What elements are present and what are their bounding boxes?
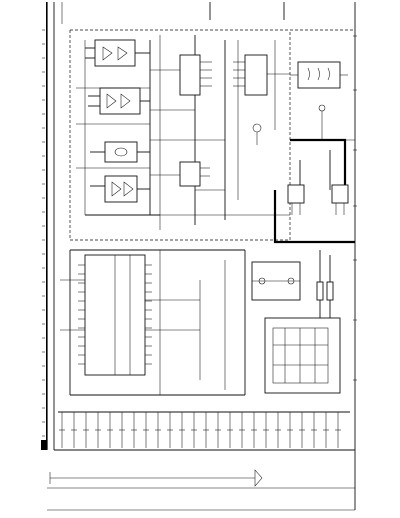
- ic-block-3: [90, 142, 150, 162]
- coil-component-top-right: [290, 62, 348, 88]
- connector-block-upper-centre: [180, 55, 212, 95]
- connector-block-mid-centre: [180, 162, 210, 186]
- right-vertical-feeds: [317, 250, 333, 318]
- terminal-block-lower-right: [252, 262, 300, 300]
- left-margin-ticks: [42, 30, 45, 436]
- bottom-terminal-strip: [58, 412, 350, 448]
- relay-cluster-lower-right: [265, 318, 340, 393]
- ic-block-lower-left: [85, 255, 145, 375]
- connector-pair-right: [288, 185, 348, 215]
- ic-block-4: [90, 176, 150, 202]
- ic-block-1: [85, 40, 150, 66]
- connector-block-upper-right: [233, 55, 290, 95]
- ic-block-2: [88, 88, 150, 114]
- footer-connector: [50, 470, 262, 486]
